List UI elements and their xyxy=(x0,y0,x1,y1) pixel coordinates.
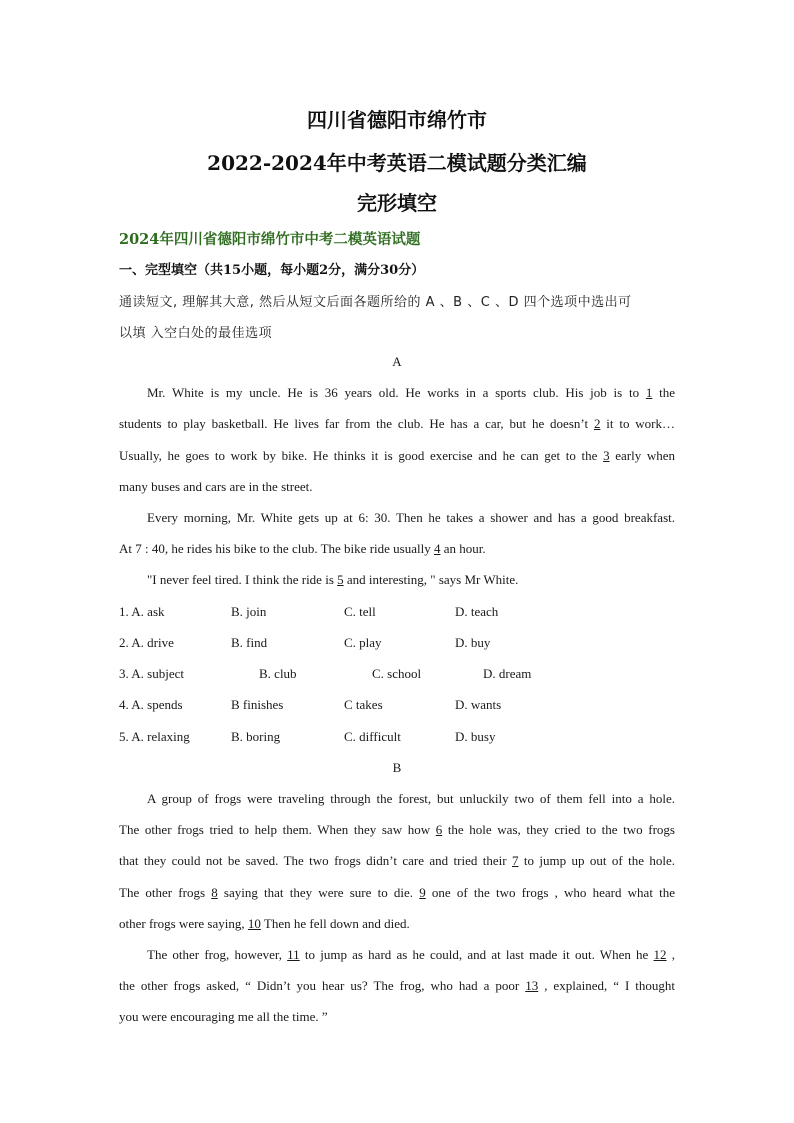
passage-b-line: that they could not be saved. The two frogs didn’t care and tried their 7 to jump up out of the hole. xyxy=(119,853,675,868)
document-title-region: 四川省德阳市绵竹市 xyxy=(307,108,487,132)
blank-4: 4 xyxy=(433,541,441,556)
option-c: C takes xyxy=(344,697,383,712)
blank-8: 8 xyxy=(211,885,218,900)
option-d: D. teach xyxy=(455,604,499,619)
option-c: C. school xyxy=(372,666,422,681)
passage-b-line: The other frogs 8 saying that they were sure to die. 9 one of the two frogs , who heard what the xyxy=(119,885,676,900)
option-a: 4. A. spends xyxy=(119,697,183,712)
document-title-years: 2022-2024年中考英语二模试题分类汇编 xyxy=(207,151,587,175)
blank-1: 1 xyxy=(645,385,653,400)
blank-11: 11 xyxy=(287,947,300,962)
part-heading: 一、完型填空（共15小题，每小题2分，满分30分） xyxy=(119,263,425,278)
instructions-line-1: 通读短文, 理解其大意, 然后从短文后面各题所给的 A 、B 、C 、D 四个选项中选出可 xyxy=(119,295,632,310)
option-a: 1. A. ask xyxy=(119,604,165,619)
blank-2: 2 xyxy=(593,416,601,431)
passage-a-line: Every morning, Mr. White gets up at 6: 30. Then he takes a shower and has a good breakfast. xyxy=(147,510,675,525)
blank-12: 12 xyxy=(653,947,667,962)
option-c: C. difficult xyxy=(344,729,401,744)
passage-b-line: A group of frogs were traveling through the forest, but unluckily two of them fell into a hole. xyxy=(147,791,675,806)
passage-b-line: The other frogs tried to help them. When they saw how 6 the hole was, they cried to the two frogs xyxy=(119,822,675,837)
option-b: B. club xyxy=(259,666,297,681)
blank-3: 3 xyxy=(603,448,610,463)
option-c: C. tell xyxy=(344,604,376,619)
option-a: 2. A. drive xyxy=(119,635,174,650)
option-b: B. boring xyxy=(231,729,281,744)
passage-b-line: The other frog, however, 11 to jump as hard as he could, and at last made it out. When he 12 , xyxy=(147,947,676,962)
passage-a-line: "I never feel tired. I think the ride is 5 and interesting, " says Mr White. xyxy=(147,572,519,587)
passage-b-label: B xyxy=(392,760,402,775)
passage-a-line: students to play basketball. He lives far from the club. He has a car, but he doesn’t 2 it to work… xyxy=(119,416,675,431)
option-d: D. dream xyxy=(483,666,532,681)
option-b: B. find xyxy=(231,635,268,650)
blank-5: 5 xyxy=(337,572,344,587)
document-title-topic: 完形填空 xyxy=(357,191,437,215)
option-d: D. busy xyxy=(455,729,496,744)
option-a: 3. A. subject xyxy=(119,666,184,681)
option-a: 5. A. relaxing xyxy=(119,729,190,744)
passage-a-line: At 7 : 40, he rides his bike to the club. The bike ride usually 4 an hour. xyxy=(119,541,486,556)
passage-b-line: you were encouraging me all the time. ” xyxy=(119,1009,328,1024)
option-b: B finishes xyxy=(231,697,284,712)
passage-b-line: the other frogs asked, “ Didn’t you hear us? The frog, who had a poor 13 , explained, “ I thought xyxy=(119,978,675,993)
exam-section-title: 2024年四川省德阳市绵竹市中考二模英语试题 xyxy=(119,231,421,248)
blank-13: 13 xyxy=(525,978,539,993)
option-d: D. buy xyxy=(455,635,491,650)
option-b: B. join xyxy=(231,604,267,619)
blank-7: 7 xyxy=(511,853,519,868)
passage-a-line: Mr. White is my uncle. He is 36 years old. He works in a sports club. His job is to 1 the xyxy=(147,385,675,400)
passage-a-label: A xyxy=(392,354,402,369)
passage-b-line: other frogs were saying, 10 Then he fell down and died. xyxy=(119,916,410,931)
passage-a-line: many buses and cars are in the street. xyxy=(119,479,313,494)
blank-9: 9 xyxy=(419,885,426,900)
option-c: C. play xyxy=(344,635,382,650)
blank-6: 6 xyxy=(435,822,443,837)
passage-a-line: Usually, he goes to work by bike. He thinks it is good exercise and he can get to the 3 early when xyxy=(119,448,676,463)
instructions-line-2: 以填 入空白处的最佳选项 xyxy=(119,326,273,341)
option-d: D. wants xyxy=(455,697,502,712)
blank-10: 10 xyxy=(247,916,261,931)
